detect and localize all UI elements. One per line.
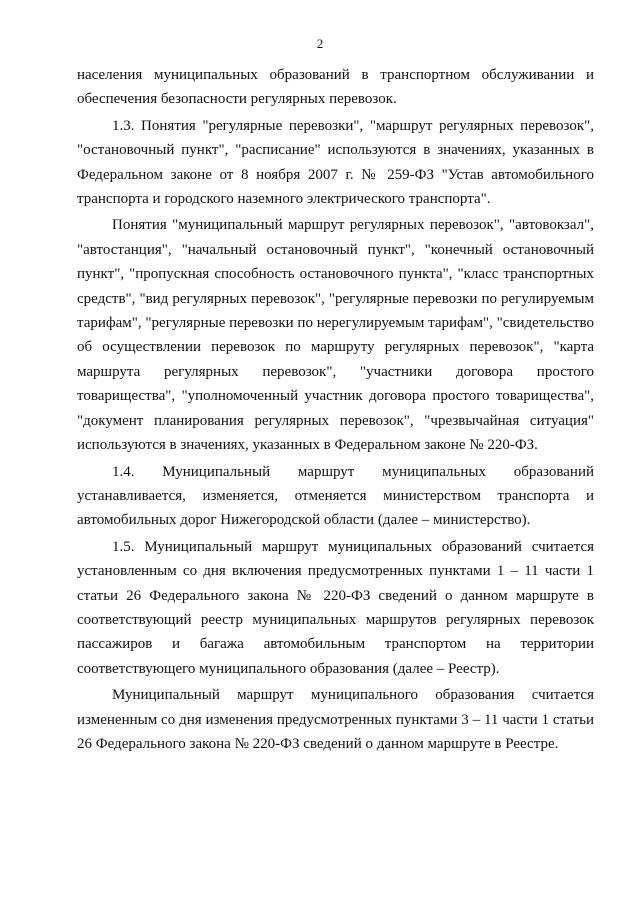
paragraph-continuation: населения муниципальных образований в транспортном обслуживании и обеспечения безопасности регулярных перевозок.: [77, 67, 594, 108]
page-number: 2: [316, 36, 324, 51]
paragraph-definitions: Понятия "муниципальный маршрут регулярных перевозок", "автовокзал", "автостанция", "начальный остановочный пункт", "конечный остановочный пункт", "пропускная способность остановочного пункта", "класс транспортных средств", "вид регулярных перевозок", "регулярные перевозки по регулируемым тарифам", "регулярные перевозки по нерегулируемым тарифам", "свидетельство об осуществлении перевозок по маршруту регулярных перевозок", "карта маршрута регулярных перевозок", "участники договора простого товарищества", "уполномоченный участник договора простого товарищества", "документ планирования регулярных перевозок", "чрезвычайная ситуация" используются в значениях, указанных в Федеральном законе № 220-ФЗ.: [77, 217, 594, 454]
paragraph-route-change: Муниципальный маршрут муниципального образования считается измененным со дня изменения предусмотренных пунктами 3 – 11 части 1 статьи 26 Федерального закона № 220-ФЗ сведений о данном маршруте в Реестре.: [77, 687, 594, 752]
paragraph-1-4: 1.4. Муниципальный маршрут муниципальных образований устанавливается, изменяется, отменяется министерством транспорта и автомобильных дорог Нижегородской области (далее – министерство).: [77, 463, 594, 529]
paragraph-1-5: 1.5. Муниципальный маршрут муниципальных образований считается установленным со дня включения предусмотренных пунктами 1 – 11 части 1 статьи 26 Федерального закона № 220-ФЗ сведений о данном маршруте в соответствующий реестр муниципальных маршрутов регулярных перевозок пассажиров и багажа автомобильным транспортом на территории соответствующего муниципального образования (далее – Реестр).: [77, 538, 594, 677]
paragraph-1-3: 1.3. Понятия "регулярные перевозки", "маршрут регулярных перевозок", "остановочный пункт", "расписание" используются в значениях, указанных в Федеральном законе от 8 ноября 2007 г. № 259-ФЗ "Устав автомобильного транспорта и городского наземного электрического транспорта".: [77, 117, 594, 208]
document-body: [77, 63, 594, 756]
